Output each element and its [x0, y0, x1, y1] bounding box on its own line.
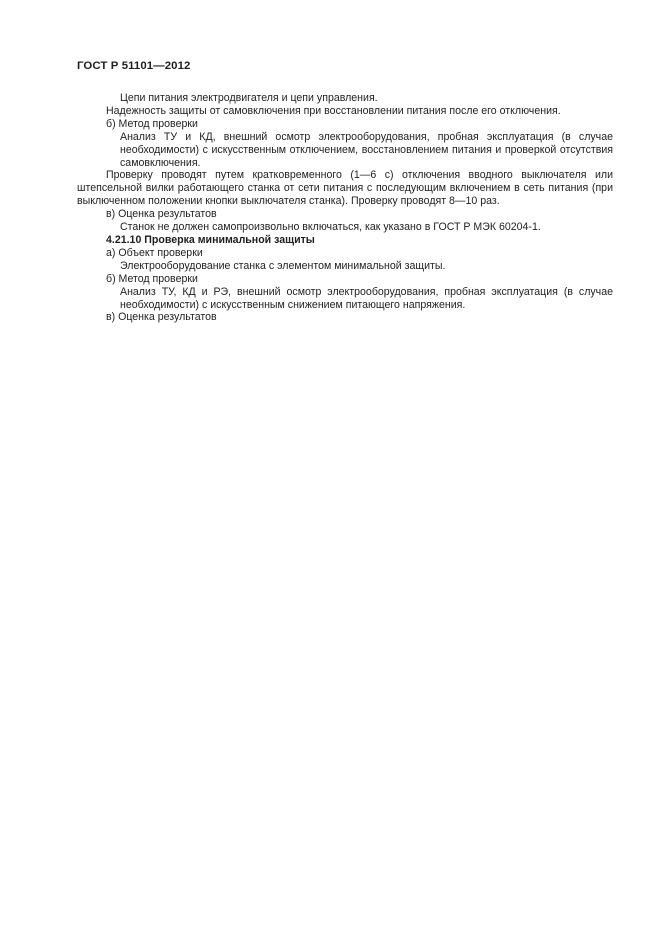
- paragraph: в) Оценка результатов: [106, 311, 217, 324]
- paragraph: в) Оценка результатов: [106, 208, 217, 221]
- paragraph: Станок не должен самопроизвольно включаться, как указано в ГОСТ Р МЭК 60204-1.: [120, 221, 541, 234]
- paragraph: Проверку проводят путем кратковременного (1—6 с) отключения вводного выключателя или штепсельной вилки работающего станка от сети питания с последующим включением в сеть питания (при выключенном положении кнопки выключателя станка). Проверку проводят 8—10 раз.: [77, 169, 613, 208]
- paragraph: Анализ ТУ, КД и РЭ, внешний осмотр электрооборудования, пробная эксплуатация (в случае необходимости) с искусственным снижением питающего напряжения.: [120, 285, 613, 311]
- paragraph: б) Метод проверки: [106, 117, 198, 130]
- document-header: ГОСТ Р 51101—2012: [77, 60, 191, 72]
- paragraph: б) Метод проверки: [106, 272, 198, 285]
- document-body: [77, 92, 613, 324]
- paragraph: Анализ ТУ и КД, внешний осмотр электрооборудования, пробная эксплуатация (в случае необходимости) с искусственным отключением, восстановлением питания и проверкой отсутствия самовключения.: [120, 130, 613, 169]
- paragraph: Цепи питания электродвигателя и цепи управления.: [120, 92, 378, 104]
- paragraph: Надежность защиты от самовключения при восстановлении питания после его отключения.: [106, 104, 561, 117]
- section-heading: 4.21.10 Проверка минимальной защиты: [106, 233, 315, 246]
- paragraph: Электрооборудование станка с элементом минимальной защиты.: [120, 259, 446, 272]
- paragraph: а) Объект проверки: [106, 246, 203, 259]
